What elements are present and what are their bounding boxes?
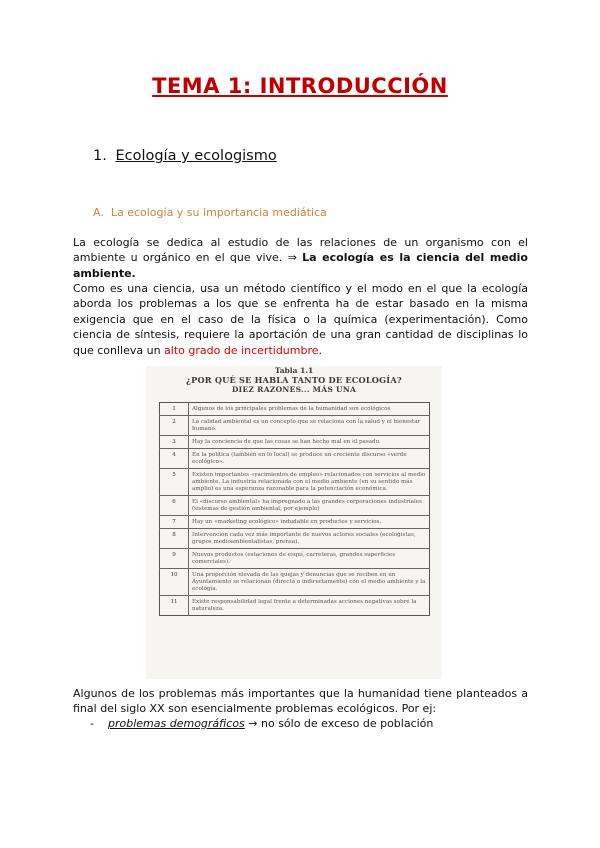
row-number: 8: [160, 529, 189, 549]
row-text: La calidad ambiental es un concepto que se relaciona con la salud y el bienestar humano.: [189, 416, 430, 436]
bullet-item: [90, 717, 433, 730]
row-number: 7: [160, 516, 189, 529]
row-text: Existen importantes «yacimientos de empleo» relacionados con servicios al medio ambiente. La industria relacionada con el medio ambiente (en su sentido más amplio) es una esperanza razonable para la potenciación económica.: [189, 469, 430, 496]
table-row: [160, 436, 430, 449]
row-number: 5: [160, 469, 189, 496]
table-row: [160, 416, 430, 436]
paragraph-science-text: Como es una ciencia, usa un método científico y el modo en el que la ecología aborda los problemas a los que se enfrenta ha de estar basado en la misma exigencia que en el caso de la física o la química (experimentación). Como ciencia de síntesis, requiere la aportación de una gran cantidad de disciplinas lo que conlleva un: [73, 282, 528, 357]
table-subheading: DIEZ RAZONES... MÁS UNA: [231, 385, 357, 394]
table-row: [160, 569, 430, 596]
paragraph-definition: [73, 235, 528, 281]
row-text: Una proporción elevada de las quejas y denuncias que se reciben en un Ayuntamiento se relacionan (directa o indirectamente) con el medio ambiente y la ecología.: [189, 569, 430, 596]
table-row: [160, 549, 430, 569]
row-number: 9: [160, 549, 189, 569]
row-number: 11: [160, 596, 189, 616]
subsection-title: La ecología y su importancia mediática: [110, 206, 327, 219]
table-row: [160, 403, 430, 416]
row-text: Algunos de los principales problemas de la humanidad son ecológicos: [192, 406, 391, 412]
uncertainty-highlight: alto grado de incertidumbre: [164, 343, 319, 357]
row-text: Existe responsabilidad legal frente a determinadas acciones negativas sobre la naturaleza.: [189, 596, 430, 616]
row-number: 2: [160, 416, 189, 436]
table-row: [160, 596, 430, 616]
section-heading: [93, 148, 277, 164]
bullet-rest: → no sólo de exceso de población: [244, 717, 434, 730]
paragraph-definition-end: .: [131, 266, 136, 280]
reasons-table: [159, 402, 430, 616]
paragraph-problems: Algunos de los problemas más importantes que la humanidad tiene planteados a final del siglo XX son esencialmente problemas ecológicos. Por ej:: [73, 687, 528, 716]
paragraph-science: [73, 281, 528, 358]
table-caption: Tabla 1.1: [274, 366, 314, 375]
row-text: Hay un «marketing ecológico» indudable en productos y servicios.: [189, 516, 430, 529]
table-row: [160, 496, 430, 516]
row-text: En la política (también en lo local) se produce un creciente discurso «verde ecológico».: [189, 449, 430, 469]
row-number: 1: [160, 403, 189, 416]
paragraph-definition-bold: La ecología es la ciencia del medio ambiente: [73, 251, 528, 280]
row-text: Nuevos productos (estaciones de esquí, carreteras, grandes superficies comerciales).: [189, 549, 430, 569]
table-row: [160, 449, 430, 469]
paragraph-definition-text: La ecología se dedica al estudio de las relaciones de un organismo con el ambiente u orgánico en el que vive. ⇒: [73, 236, 528, 265]
table-row: [160, 469, 430, 496]
row-text: El «discurso ambiental» ha impregnado a las grandes corporaciones industriales (sistemas de gestión ambiental, por ejemplo): [189, 496, 430, 516]
row-number: 3: [160, 436, 189, 449]
table-row: [160, 516, 430, 529]
table-row: [160, 529, 430, 549]
scanned-table-image: [146, 366, 442, 679]
section-number: 1.: [93, 148, 107, 164]
subsection-heading: [93, 206, 327, 219]
section-title: Ecología y ecologismo: [115, 148, 277, 164]
paragraph-science-end: .: [318, 343, 323, 357]
row-number: 10: [160, 569, 189, 596]
page-title: TEMA 1: INTRODUCCIÓN: [152, 74, 448, 98]
table-heading: ¿POR QUÉ SE HABLA TANTO DE ECOLOGÍA?: [186, 375, 402, 385]
subsection-letter: A.: [93, 206, 104, 219]
row-text: Intervención cada vez más importante de nuevos actores sociales (ecologistas, grupos medioambientalistas, prensa).: [189, 529, 430, 549]
bullet-term: problemas demográficos: [108, 717, 245, 730]
row-text: Hay la conciencia de que las cosas se han hecho mal en el pasado.: [189, 436, 430, 449]
row-number: 4: [160, 449, 189, 469]
bullet-dash: -: [90, 717, 94, 730]
row-number: 6: [160, 496, 189, 516]
